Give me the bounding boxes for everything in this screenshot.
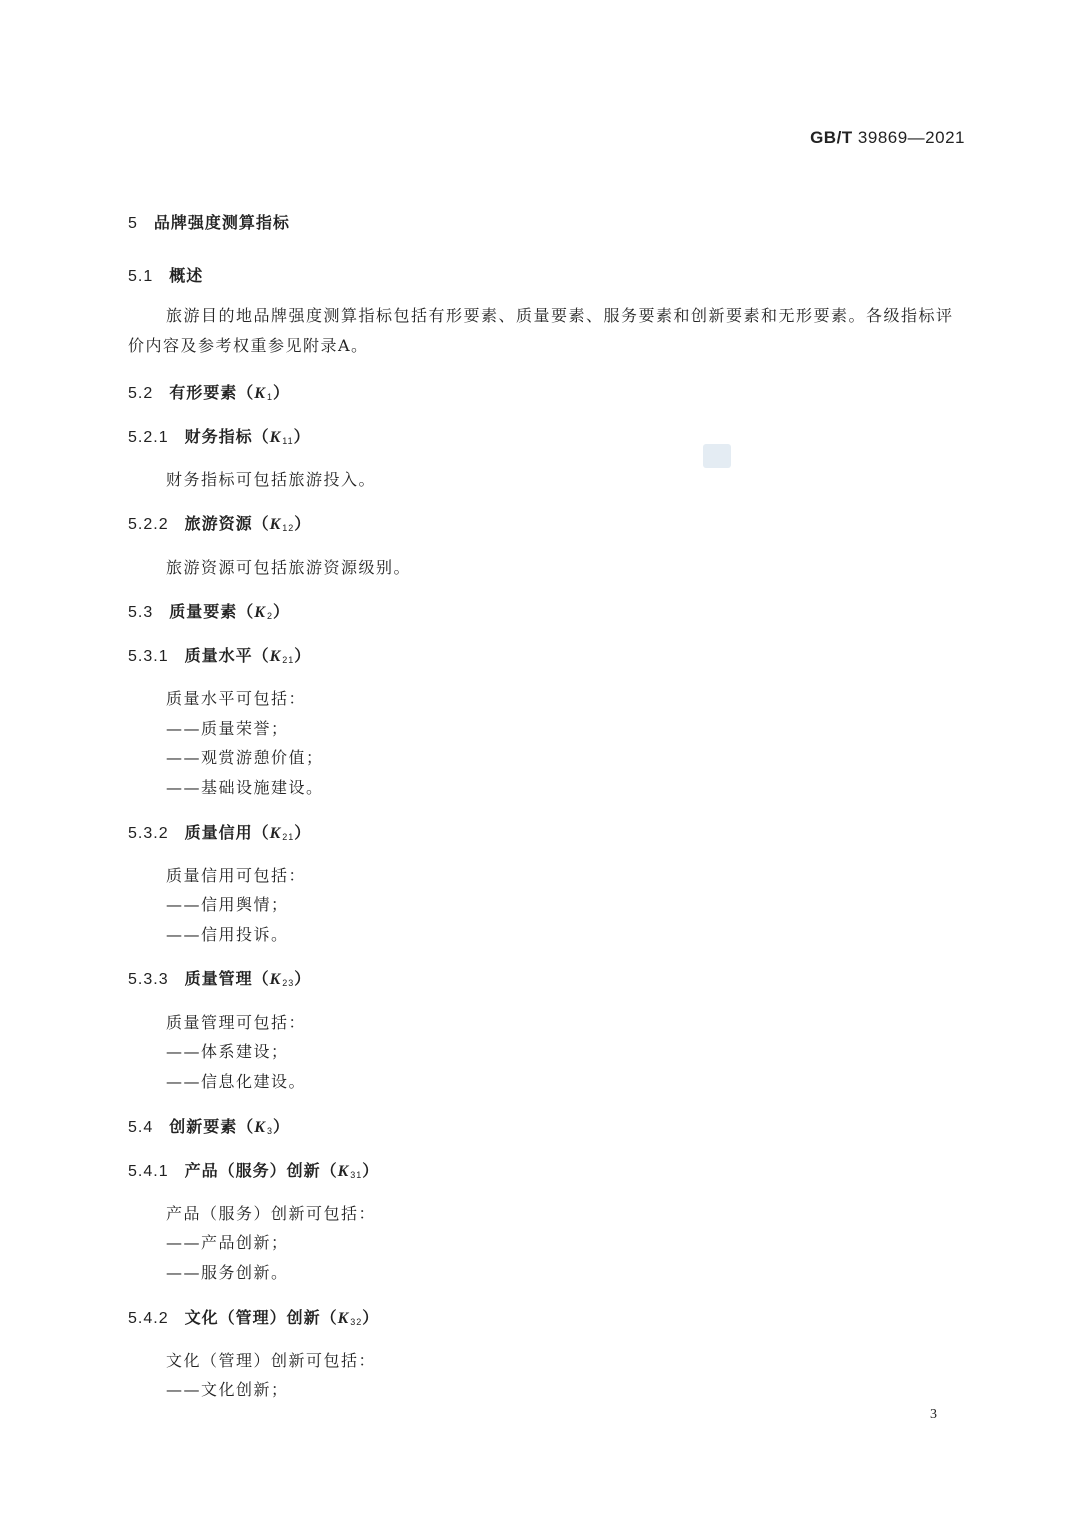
list-item: ——观赏游憩价值； (166, 748, 324, 767)
heading-close: ） (294, 646, 312, 665)
standard-prefix: GB/T (810, 128, 853, 147)
heading-number: 5.3.3 (128, 971, 169, 988)
list-item: ——质量荣誉； (166, 719, 289, 738)
list-item: ——文化创新； (166, 1380, 289, 1399)
heading-5-3-3 (128, 966, 311, 989)
standard-number: 39869—2021 (857, 128, 965, 147)
heading-5-3 (128, 599, 290, 622)
heading-close: ） (272, 383, 290, 402)
heading-5-2 (128, 380, 290, 403)
heading-title: 概述 (169, 266, 204, 285)
heading-close: ） (272, 1117, 290, 1136)
indicator-symbol: K (337, 1310, 350, 1327)
heading-5-4-2 (128, 1305, 379, 1328)
watermark-logo (703, 444, 731, 468)
heading-number: 5.3 (128, 604, 154, 621)
list-item: ——信息化建设。 (166, 1072, 307, 1091)
heading-close: ） (294, 514, 312, 533)
heading-5-3-1 (128, 643, 311, 666)
indicator-subscript: 3 (266, 1126, 273, 1136)
heading-5-4 (128, 1114, 290, 1137)
indicator-symbol: K (269, 648, 282, 665)
indicator-symbol: K (269, 825, 282, 842)
indicator-subscript: 21 (282, 655, 295, 665)
heading-title: 财务指标（ (184, 427, 270, 446)
heading-title: 旅游资源（ (184, 514, 270, 533)
list-intro: 文化（管理）创新可包括： (166, 1351, 377, 1370)
indicator-subscript: 32 (350, 1317, 363, 1327)
heading-close: ） (362, 1161, 380, 1180)
indicator-symbol: K (254, 385, 266, 402)
list-intro: 质量管理可包括： (166, 1013, 307, 1032)
list-item: ——信用舆情； (166, 895, 289, 914)
heading-5-4-1 (128, 1158, 379, 1181)
heading-title: 质量信用（ (184, 823, 270, 842)
list-intro: 质量信用可包括： (166, 866, 307, 885)
list-item: ——体系建设； (166, 1042, 289, 1061)
body-text: 旅游资源可包括旅游资源级别。 (166, 558, 412, 577)
indicator-symbol: K (254, 604, 266, 621)
indicator-subscript: 23 (282, 978, 295, 988)
indicator-subscript: 1 (266, 392, 273, 402)
heading-number: 5.1 (128, 268, 154, 285)
heading-number: 5.4.1 (128, 1163, 169, 1180)
heading-close: ） (294, 969, 312, 988)
heading-close: ） (293, 427, 311, 446)
heading-number: 5.3.1 (128, 648, 169, 665)
list-item: ——服务创新。 (166, 1263, 289, 1282)
heading-number: 5.2 (128, 385, 154, 402)
indicator-subscript: 11 (282, 436, 294, 446)
heading-number: 5.4 (128, 1119, 154, 1136)
indicator-subscript: 2 (266, 611, 273, 621)
list-intro: 产品（服务）创新可包括： (166, 1204, 377, 1223)
body-text: 财务指标可包括旅游投入。 (166, 470, 377, 489)
list-item: ——基础设施建设。 (166, 778, 324, 797)
heading-close: ） (272, 602, 290, 621)
list-intro: 质量水平可包括： (166, 689, 307, 708)
heading-title: 有形要素（ (169, 383, 255, 402)
heading-5 (128, 210, 290, 233)
heading-title: 文化（管理）创新（ (184, 1308, 338, 1327)
indicator-subscript: 12 (282, 523, 295, 533)
heading-number: 5.4.2 (128, 1310, 169, 1327)
overview-paragraph: 旅游目的地品牌强度测算指标包括有形要素、质量要素、服务要素和创新要素和无形要素。各级指标评价内容及参考权重参见附录A。 (128, 306, 954, 355)
heading-number: 5 (128, 215, 138, 232)
indicator-symbol: K (269, 516, 282, 533)
heading-close: ） (362, 1308, 380, 1327)
page-number: 3 (930, 1407, 937, 1422)
heading-title: 质量水平（ (184, 646, 270, 665)
indicator-symbol: K (269, 971, 282, 988)
heading-5-3-2 (128, 820, 311, 843)
heading-title: 产品（服务）创新（ (184, 1161, 338, 1180)
heading-number: 5.2.2 (128, 516, 169, 533)
heading-title: 质量要素（ (169, 602, 255, 621)
heading-title: 创新要素（ (169, 1117, 255, 1136)
heading-5-2-2 (128, 511, 311, 534)
indicator-symbol: K (269, 429, 282, 446)
heading-5-2-1 (128, 424, 311, 447)
indicator-subscript: 31 (350, 1170, 363, 1180)
heading-close: ） (294, 823, 312, 842)
list-item: ——产品创新； (166, 1233, 289, 1252)
heading-number: 5.3.2 (128, 825, 169, 842)
indicator-subscript: 21 (282, 832, 295, 842)
heading-5-1 (128, 263, 203, 286)
standard-code (810, 128, 965, 148)
indicator-symbol: K (337, 1163, 350, 1180)
heading-title: 品牌强度测算指标 (153, 213, 290, 232)
heading-number: 5.2.1 (128, 429, 169, 446)
list-item: ——信用投诉。 (166, 925, 289, 944)
indicator-symbol: K (254, 1119, 266, 1136)
heading-title: 质量管理（ (184, 969, 270, 988)
